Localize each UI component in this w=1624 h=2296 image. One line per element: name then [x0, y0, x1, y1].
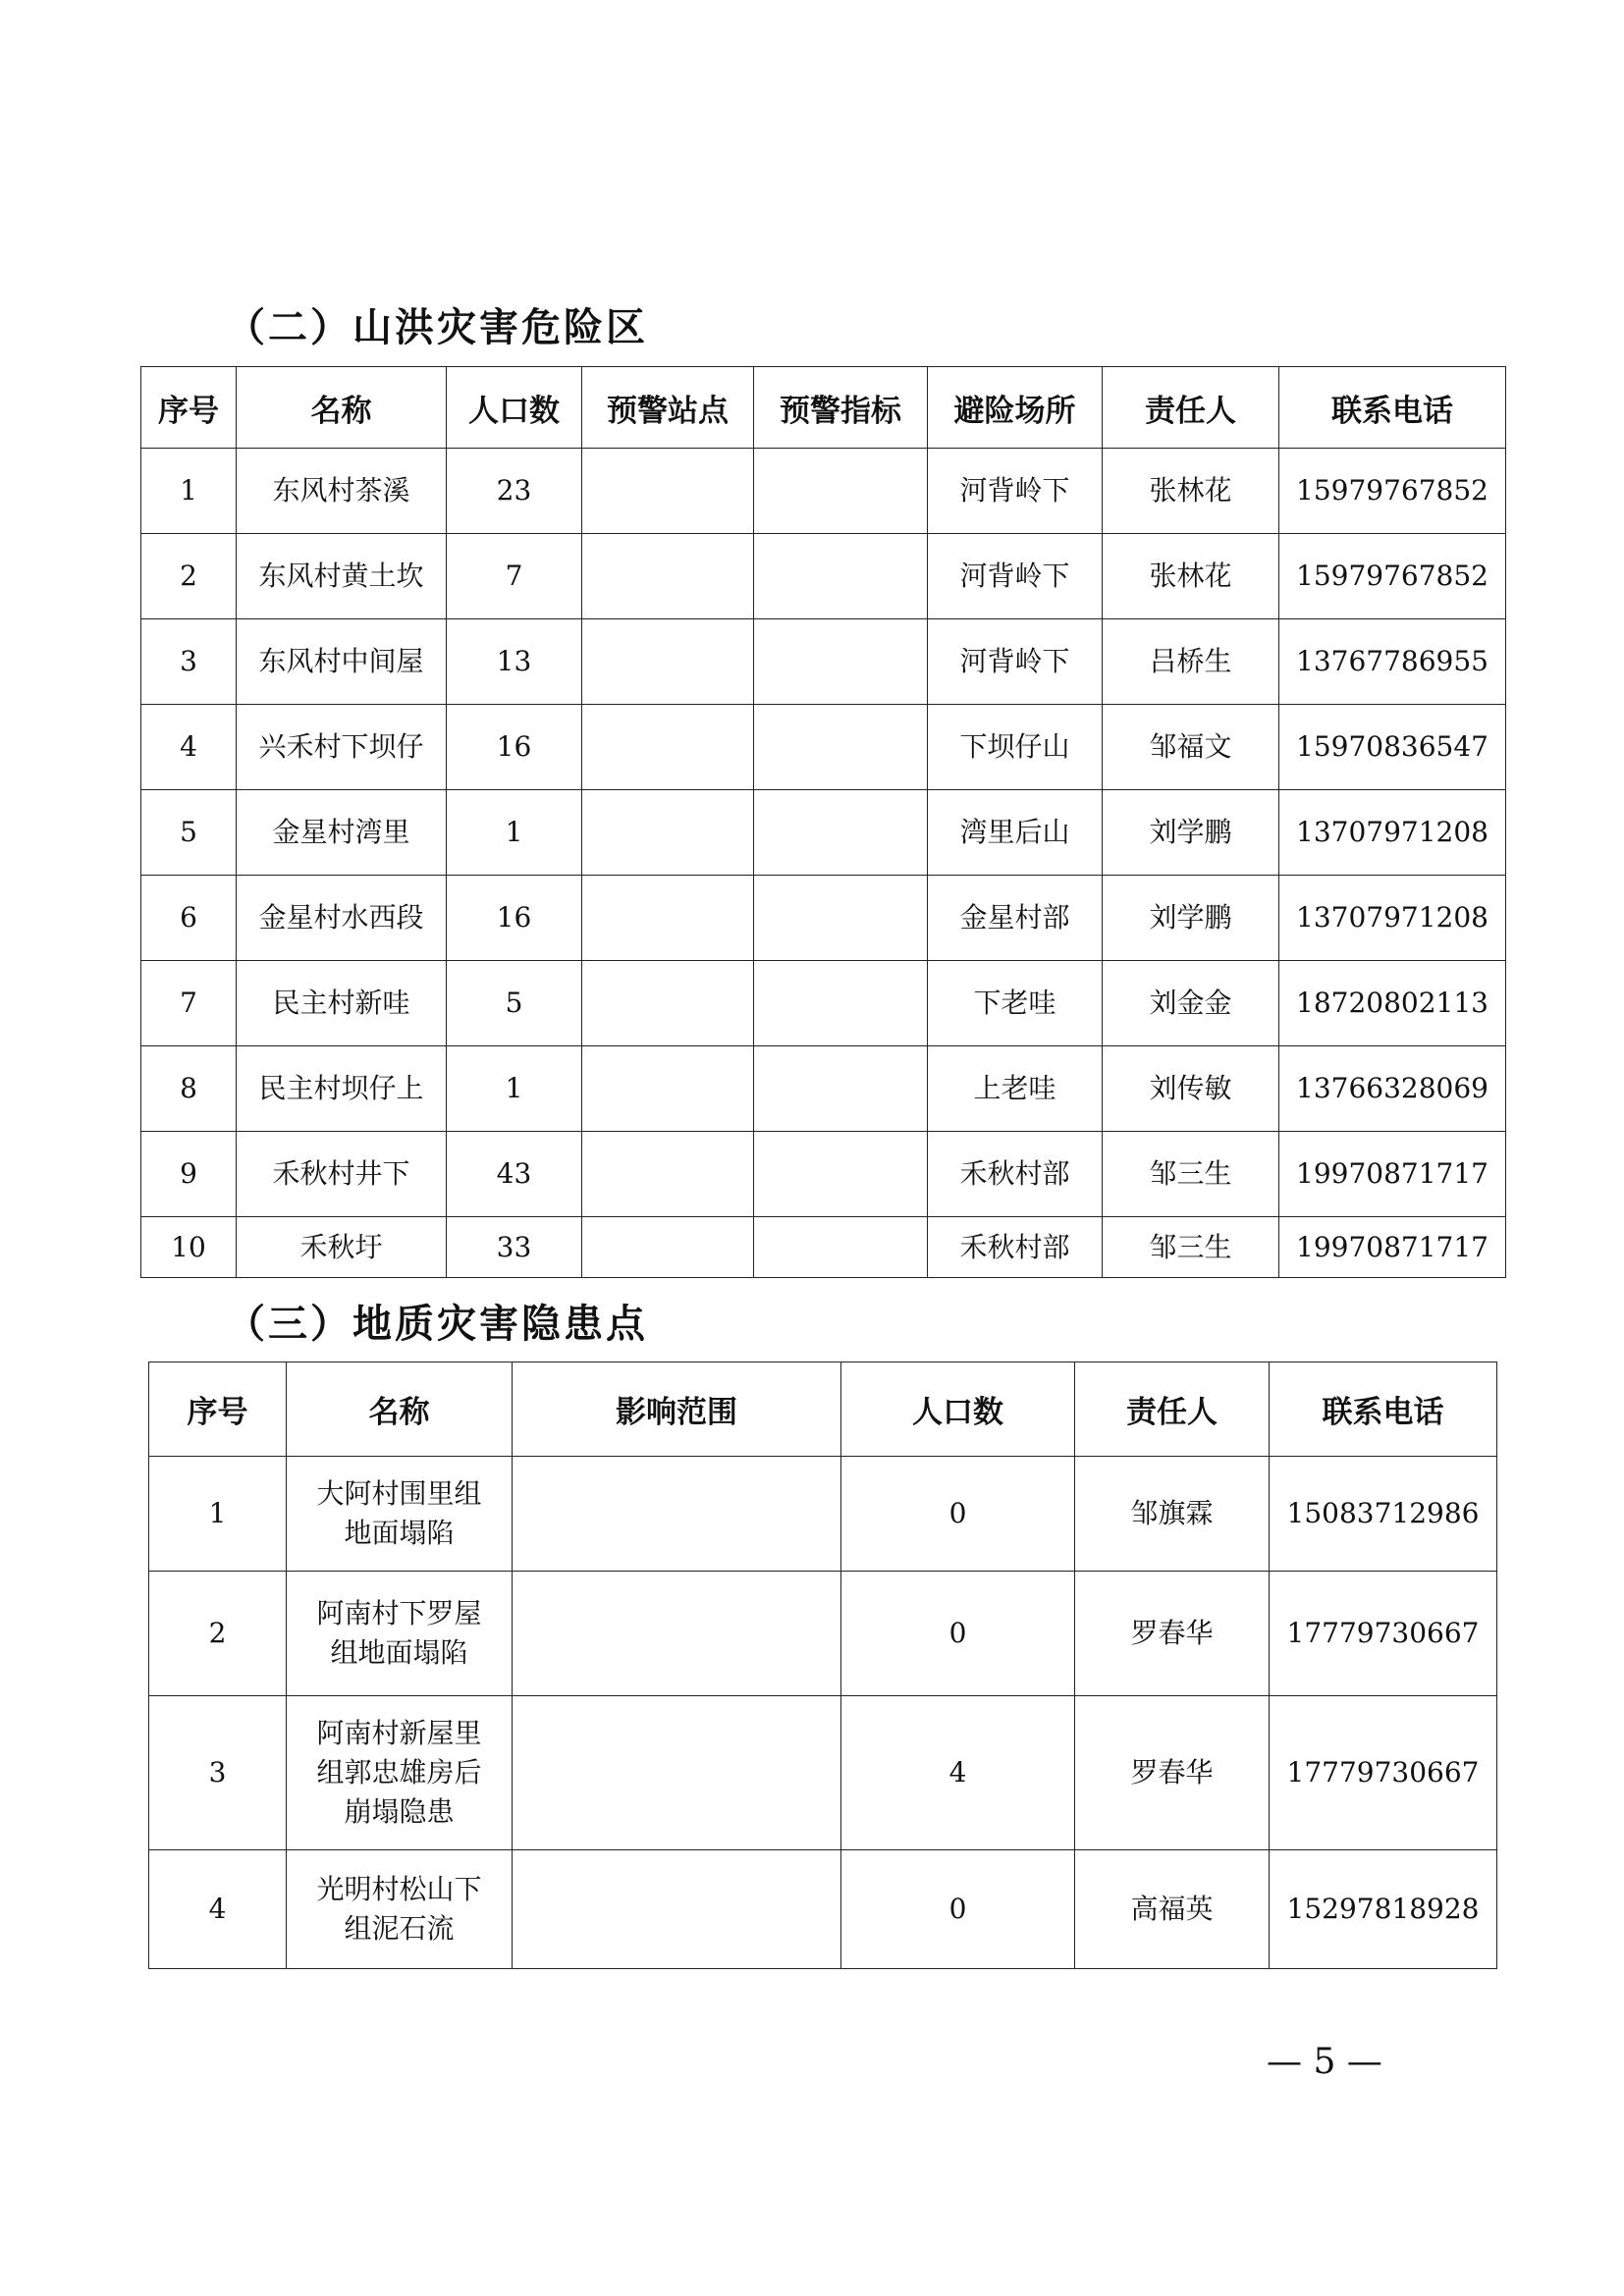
cell-name: 兴禾村下坝仔 [237, 705, 447, 790]
cell-shelter: 下坝仔山 [928, 705, 1103, 790]
table-row [141, 449, 1506, 534]
cell-responsible-person: 刘学鹏 [1103, 876, 1279, 961]
cell-responsible-person: 刘学鹏 [1103, 790, 1279, 876]
header-warning-indicator: 预警指标 [754, 367, 928, 449]
cell-name-line: 地面塌陷 [344, 1517, 455, 1549]
cell-population: 7 [447, 534, 582, 619]
section-3-title: （三）地质灾害隐患点 [226, 1302, 648, 1347]
cell-name [287, 1696, 513, 1850]
cell-responsible-person: 罗春华 [1075, 1696, 1270, 1850]
table-row [149, 1850, 1497, 1969]
cell-population: 13 [447, 619, 582, 705]
cell-phone: 15979767852 [1279, 534, 1506, 619]
header-responsible-person: 责任人 [1103, 367, 1279, 449]
cell-name: 民主村新哇 [237, 961, 447, 1046]
cell-name [287, 1572, 513, 1696]
cell-index: 7 [141, 961, 237, 1046]
cell-responsible-person: 邹旗霖 [1075, 1457, 1270, 1572]
cell-warning-indicator [754, 1132, 928, 1217]
cell-phone: 15297818928 [1270, 1850, 1497, 1969]
cell-phone: 17779730667 [1270, 1696, 1497, 1850]
table-row [141, 1132, 1506, 1217]
cell-population: 1 [447, 790, 582, 876]
cell-responsible-person: 刘金金 [1103, 961, 1279, 1046]
cell-population: 0 [841, 1572, 1075, 1696]
cell-warning-indicator [754, 876, 928, 961]
header-phone: 联系电话 [1270, 1362, 1497, 1457]
cell-index: 9 [141, 1132, 237, 1217]
cell-responsible-person: 高福英 [1075, 1850, 1270, 1969]
table-row [141, 1217, 1506, 1278]
table-row [141, 534, 1506, 619]
cell-name: 东风村黄土坎 [237, 534, 447, 619]
cell-index: 4 [149, 1850, 287, 1969]
cell-index: 8 [141, 1046, 237, 1132]
cell-population: 0 [841, 1850, 1075, 1969]
cell-warning-station [582, 1132, 754, 1217]
cell-population: 16 [447, 876, 582, 961]
cell-shelter: 河背岭下 [928, 534, 1103, 619]
cell-shelter: 禾秋村部 [928, 1132, 1103, 1217]
cell-shelter: 下老哇 [928, 961, 1103, 1046]
cell-population: 33 [447, 1217, 582, 1278]
cell-warning-indicator [754, 961, 928, 1046]
cell-population: 5 [447, 961, 582, 1046]
cell-index: 3 [149, 1696, 287, 1850]
cell-index: 5 [141, 790, 237, 876]
cell-phone: 18720802113 [1279, 961, 1506, 1046]
cell-name-line: 光明村松山下 [316, 1873, 482, 1905]
cell-name: 禾秋圩 [237, 1217, 447, 1278]
cell-index: 4 [141, 705, 237, 790]
cell-population: 4 [841, 1696, 1075, 1850]
cell-index: 2 [141, 534, 237, 619]
cell-name-line: 组泥石流 [344, 1912, 455, 1945]
cell-warning-station [582, 534, 754, 619]
cell-impact-range [513, 1572, 841, 1696]
cell-responsible-person: 张林花 [1103, 449, 1279, 534]
cell-population: 0 [841, 1457, 1075, 1572]
cell-warning-station [582, 1217, 754, 1278]
table-row [149, 1572, 1497, 1696]
cell-name [287, 1850, 513, 1969]
table-row [141, 619, 1506, 705]
header-population: 人口数 [841, 1362, 1075, 1457]
header-index: 序号 [149, 1362, 287, 1457]
cell-phone: 15970836547 [1279, 705, 1506, 790]
header-shelter: 避险场所 [928, 367, 1103, 449]
cell-name: 民主村坝仔上 [237, 1046, 447, 1132]
cell-impact-range [513, 1850, 841, 1969]
cell-population: 16 [447, 705, 582, 790]
cell-impact-range [513, 1457, 841, 1572]
cell-responsible-person: 张林花 [1103, 534, 1279, 619]
cell-name-line: 阿南村新屋里 [316, 1717, 482, 1749]
header-responsible-person: 责任人 [1075, 1362, 1270, 1457]
cell-index: 10 [141, 1217, 237, 1278]
cell-shelter: 金星村部 [928, 876, 1103, 961]
header-name: 名称 [237, 367, 447, 449]
cell-phone: 15979767852 [1279, 449, 1506, 534]
cell-responsible-person: 邹三生 [1103, 1217, 1279, 1278]
cell-warning-indicator [754, 534, 928, 619]
cell-name-line: 组郭忠雄房后 [316, 1756, 482, 1789]
header-name: 名称 [287, 1362, 513, 1457]
header-impact-range: 影响范围 [513, 1362, 841, 1457]
cell-warning-station [582, 876, 754, 961]
cell-name-line: 崩塌隐患 [344, 1795, 455, 1828]
table-row [141, 1046, 1506, 1132]
cell-warning-indicator [754, 1217, 928, 1278]
cell-phone: 13707971208 [1279, 790, 1506, 876]
table-header-row [149, 1362, 1497, 1457]
cell-shelter: 上老哇 [928, 1046, 1103, 1132]
cell-phone: 13707971208 [1279, 876, 1506, 961]
cell-index: 2 [149, 1572, 287, 1696]
cell-phone: 19970871717 [1279, 1132, 1506, 1217]
table-row [141, 705, 1506, 790]
cell-warning-indicator [754, 619, 928, 705]
cell-index: 1 [149, 1457, 287, 1572]
cell-warning-station [582, 449, 754, 534]
header-warning-station: 预警站点 [582, 367, 754, 449]
cell-warning-station [582, 705, 754, 790]
cell-name: 金星村湾里 [237, 790, 447, 876]
cell-population: 43 [447, 1132, 582, 1217]
cell-phone: 13767786955 [1279, 619, 1506, 705]
cell-responsible-person: 邹福文 [1103, 705, 1279, 790]
cell-warning-indicator [754, 705, 928, 790]
cell-name-line: 组地面塌陷 [330, 1636, 468, 1669]
flood-danger-zone-table [140, 366, 1506, 1278]
cell-warning-indicator [754, 449, 928, 534]
header-phone: 联系电话 [1279, 367, 1506, 449]
cell-impact-range [513, 1696, 841, 1850]
cell-responsible-person: 吕桥生 [1103, 619, 1279, 705]
table-row [141, 961, 1506, 1046]
cell-warning-station [582, 790, 754, 876]
cell-phone: 17779730667 [1270, 1572, 1497, 1696]
cell-responsible-person: 刘传敏 [1103, 1046, 1279, 1132]
header-population: 人口数 [447, 367, 582, 449]
page-number: — 5 — [1267, 2042, 1382, 2082]
cell-phone: 15083712986 [1270, 1457, 1497, 1572]
cell-index: 6 [141, 876, 237, 961]
cell-population: 1 [447, 1046, 582, 1132]
cell-warning-indicator [754, 1046, 928, 1132]
cell-warning-station [582, 619, 754, 705]
cell-responsible-person: 罗春华 [1075, 1572, 1270, 1696]
table-row [149, 1696, 1497, 1850]
cell-name: 东风村中间屋 [237, 619, 447, 705]
section-2-title: （二）山洪灾害危险区 [226, 305, 648, 350]
cell-shelter: 河背岭下 [928, 449, 1103, 534]
cell-phone: 19970871717 [1279, 1217, 1506, 1278]
table-header-row [141, 367, 1506, 449]
cell-name: 禾秋村井下 [237, 1132, 447, 1217]
table-row [141, 876, 1506, 961]
cell-name [287, 1457, 513, 1572]
cell-warning-station [582, 1046, 754, 1132]
cell-name-line: 大阿村围里组 [316, 1477, 482, 1510]
cell-responsible-person: 邹三生 [1103, 1132, 1279, 1217]
cell-name: 金星村水西段 [237, 876, 447, 961]
geological-hazard-table [148, 1362, 1497, 1969]
cell-shelter: 禾秋村部 [928, 1217, 1103, 1278]
cell-shelter: 河背岭下 [928, 619, 1103, 705]
cell-population: 23 [447, 449, 582, 534]
table-row [149, 1457, 1497, 1572]
header-index: 序号 [141, 367, 237, 449]
cell-name-line: 阿南村下罗屋 [316, 1597, 482, 1629]
cell-index: 1 [141, 449, 237, 534]
cell-warning-indicator [754, 790, 928, 876]
cell-name: 东风村茶溪 [237, 449, 447, 534]
cell-phone: 13766328069 [1279, 1046, 1506, 1132]
table-row [141, 790, 1506, 876]
cell-index: 3 [141, 619, 237, 705]
cell-warning-station [582, 961, 754, 1046]
cell-shelter: 湾里后山 [928, 790, 1103, 876]
